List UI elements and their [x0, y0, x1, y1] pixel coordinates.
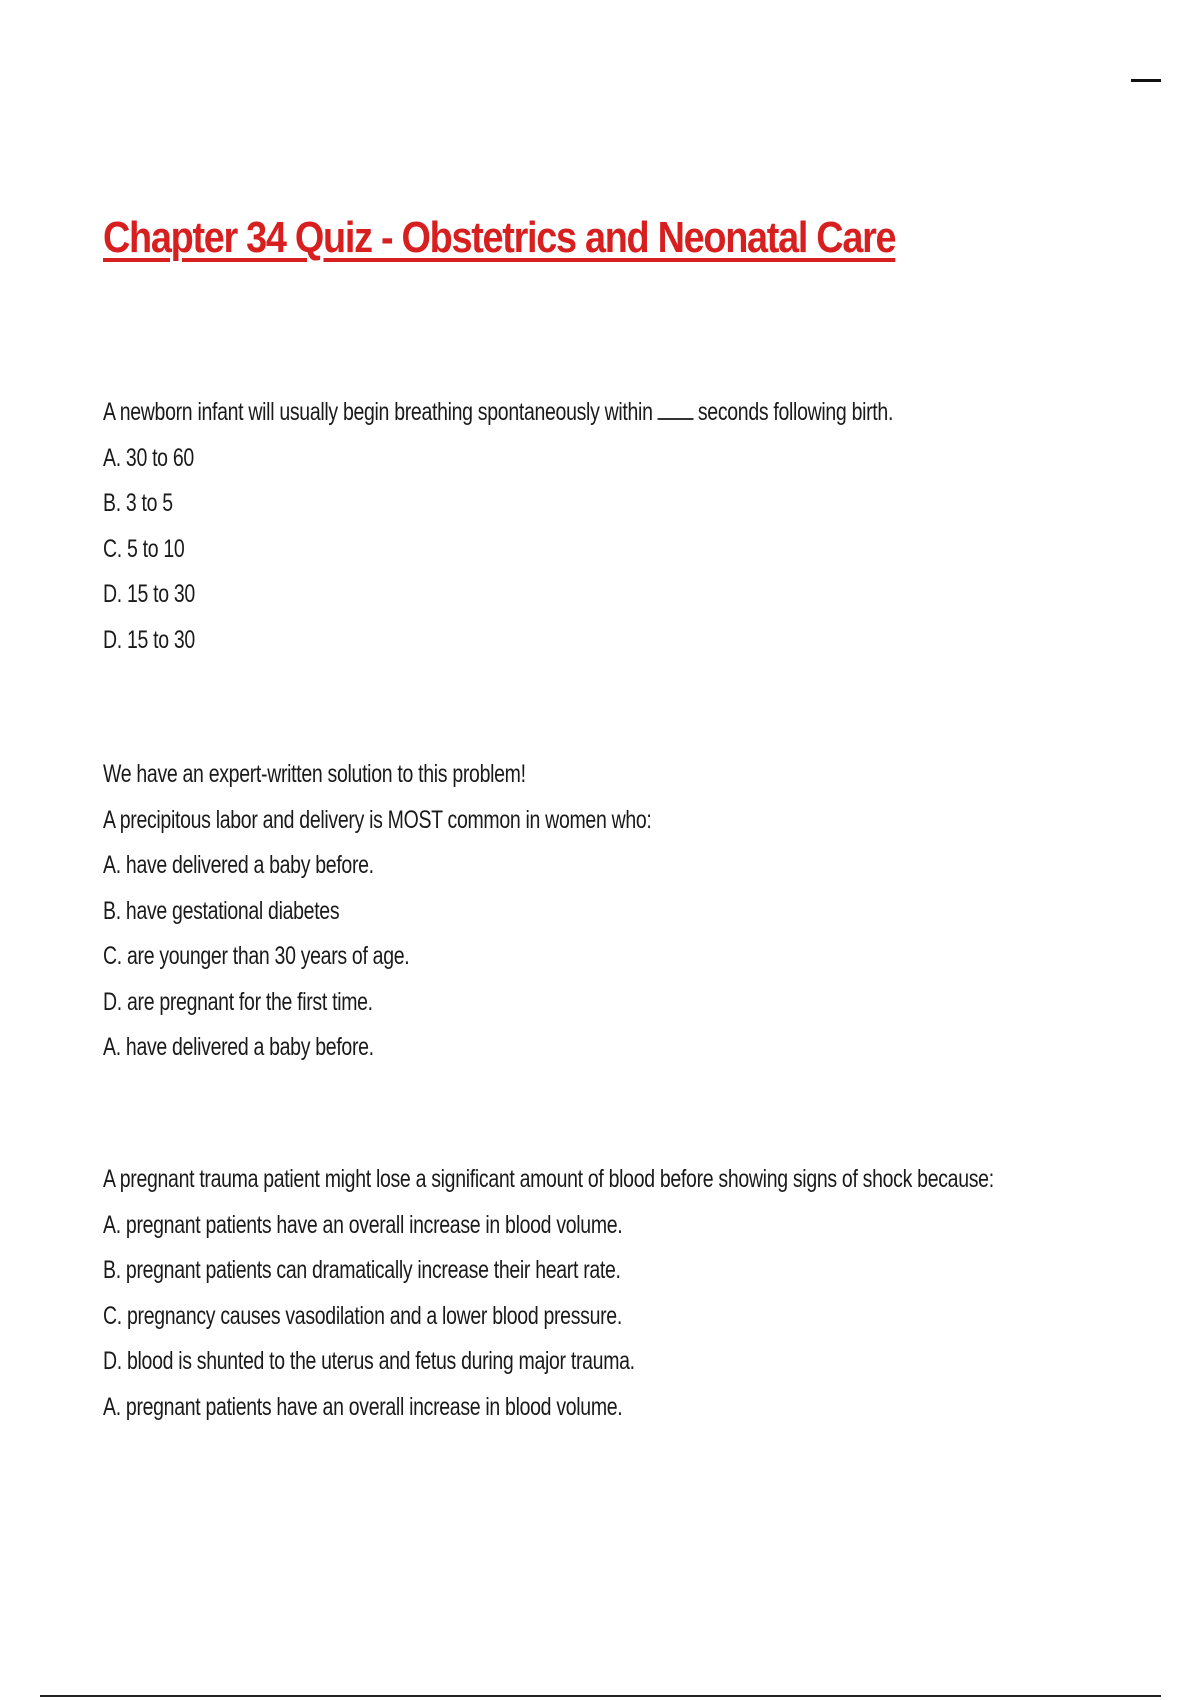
- page-bottom-rule: [40, 1695, 1161, 1697]
- question-1-answer: D. 15 to 30: [103, 625, 195, 654]
- question-3-option-d: D. blood is shunted to the uterus and fetus during major trauma.: [103, 1347, 635, 1375]
- question-3-option-a: A. pregnant patients have an overall increase in blood volume.: [103, 1210, 623, 1239]
- question-2: [103, 752, 1163, 1071]
- solution-notice: We have an expert-written solution to this problem!: [103, 760, 526, 788]
- question-1-prompt-end: seconds following birth.: [697, 398, 894, 426]
- question-1-option-d: D. 15 to 30: [103, 580, 195, 608]
- question-1-option-c: C. 5 to 10: [103, 534, 185, 563]
- question-1-option-b: B. 3 to 5: [103, 489, 173, 517]
- question-2-option-b: B. have gestational diabetes: [103, 896, 340, 925]
- question-3-prompt: A pregnant trauma patient might lose a significant amount of blood before showing signs of shock because:: [103, 1165, 994, 1193]
- page-title: Chapter 34 Quiz - Obstetrics and Neonatal Care: [103, 213, 896, 262]
- question-2-answer: A. have delivered a baby before.: [103, 1033, 374, 1061]
- answer-blank: [657, 400, 693, 420]
- question-2-option-c: C. are younger than 30 years of age.: [103, 942, 410, 970]
- question-1-prompt: [103, 390, 930, 436]
- question-3-option-c: C. pregnancy causes vasodilation and a lower blood pressure.: [103, 1301, 622, 1330]
- question-2-option-d: D. are pregnant for the first time.: [103, 987, 373, 1016]
- question-1: [103, 390, 1163, 663]
- minimize-dash-icon[interactable]: [1131, 79, 1161, 82]
- question-3-answer: A. pregnant patients have an overall increase in blood volume.: [103, 1392, 623, 1421]
- question-3: [103, 1157, 1163, 1430]
- question-2-option-a: A. have delivered a baby before.: [103, 851, 374, 879]
- question-2-prompt: A precipitous labor and delivery is MOST common in women who:: [103, 805, 652, 834]
- question-3-option-b: B. pregnant patients can dramatically increase their heart rate.: [103, 1256, 621, 1284]
- question-1-option-a: A. 30 to 60: [103, 443, 194, 472]
- question-1-prompt-start: A newborn infant will usually begin breathing spontaneously within: [103, 398, 653, 426]
